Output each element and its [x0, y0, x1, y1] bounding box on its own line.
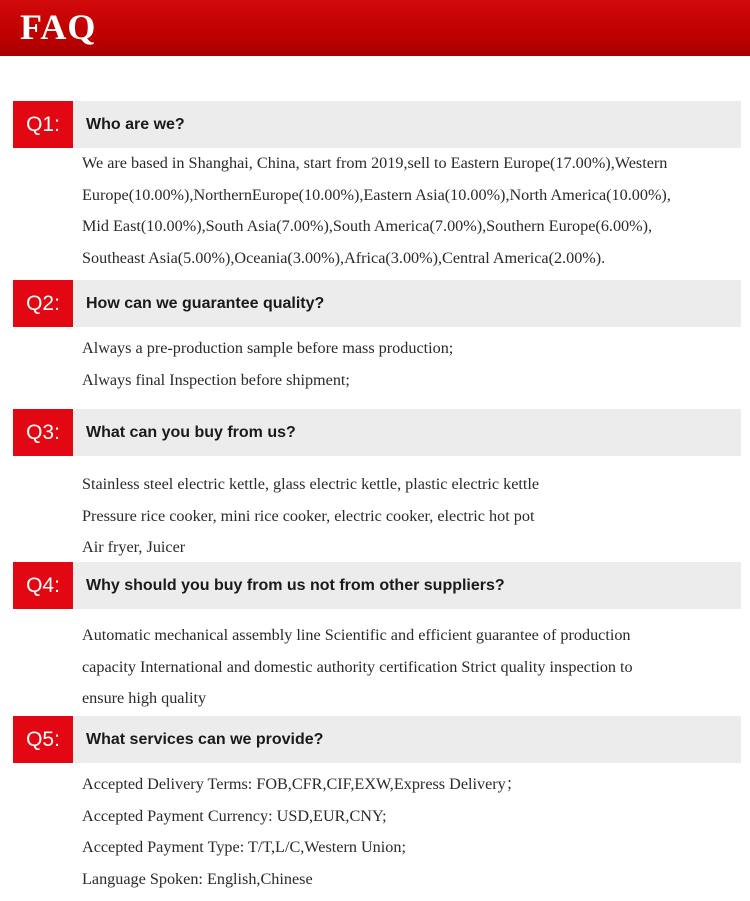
answer-line: We are based in Shanghai, China, start from 2019,sell to Eastern Europe(17.00%),Western — [82, 154, 668, 172]
answer-line: Accepted Delivery Terms: FOB,CFR,CIF,EXW,Express Delivery； — [82, 775, 522, 793]
answer-line: Mid East(10.00%),South Asia(7.00%),South America(7.00%),Southern Europe(6.00%), — [82, 217, 653, 235]
answer-line: Europe(10.00%),NorthernEurope(10.00%),Eastern Asia(10.00%),North America(10.00%), — [82, 185, 671, 204]
answer-line: Always final Inspection before shipment; — [82, 370, 350, 389]
answer-line: capacity International and domestic authority certification Strict quality inspection to — [82, 657, 633, 676]
faq-banner — [0, 0, 750, 56]
answer-line: Pressure rice cooker, mini rice cooker, electric cooker, electric hot pot — [82, 506, 535, 525]
question-tag-q1: Q1: — [13, 101, 73, 148]
answer-line: ensure high quality — [82, 689, 207, 707]
question-tag-q4: Q4: — [13, 562, 73, 609]
question-bar-q2 — [13, 280, 741, 327]
answer-line: Air fryer, Juicer — [82, 538, 186, 556]
answer-line: Language Spoken: English,Chinese — [82, 869, 313, 888]
answer-q4 — [82, 620, 747, 715]
question-bar-q3 — [13, 409, 741, 456]
question-text-q1: Who are we? — [86, 116, 185, 133]
answer-q5 — [82, 769, 747, 895]
question-bar-q4 — [13, 562, 741, 609]
question-text-q2: How can we guarantee quality? — [86, 295, 325, 312]
answer-q1 — [82, 148, 747, 274]
question-bar-q1 — [13, 101, 741, 148]
answer-line: Stainless steel electric kettle, glass electric kettle, plastic electric kettle — [82, 475, 540, 493]
question-text-q3: What can you buy from us? — [86, 424, 296, 441]
answer-line: Southeast Asia(5.00%),Oceania(3.00%),Africa(3.00%),Central America(2.00%). — [82, 248, 606, 267]
answer-line: Always a pre-production sample before mass production; — [82, 339, 454, 357]
answer-q3 — [82, 469, 747, 564]
question-tag-q2: Q2: — [13, 280, 73, 327]
question-tag-q3: Q3: — [13, 409, 73, 456]
answer-line: Automatic mechanical assembly line Scientific and efficient guarantee of production — [82, 626, 631, 644]
page-title: FAQ — [20, 7, 97, 47]
question-tag-q5: Q5: — [13, 716, 73, 763]
answer-q2 — [82, 333, 747, 396]
answer-line: Accepted Payment Currency: USD,EUR,CNY; — [82, 806, 387, 825]
answer-line: Accepted Payment Type: T/T,L/C,Western Union; — [82, 838, 406, 856]
question-bar-q5 — [13, 716, 741, 763]
question-text-q4: Why should you buy from us not from other suppliers? — [86, 577, 505, 594]
question-text-q5: What services can we provide? — [86, 731, 324, 748]
